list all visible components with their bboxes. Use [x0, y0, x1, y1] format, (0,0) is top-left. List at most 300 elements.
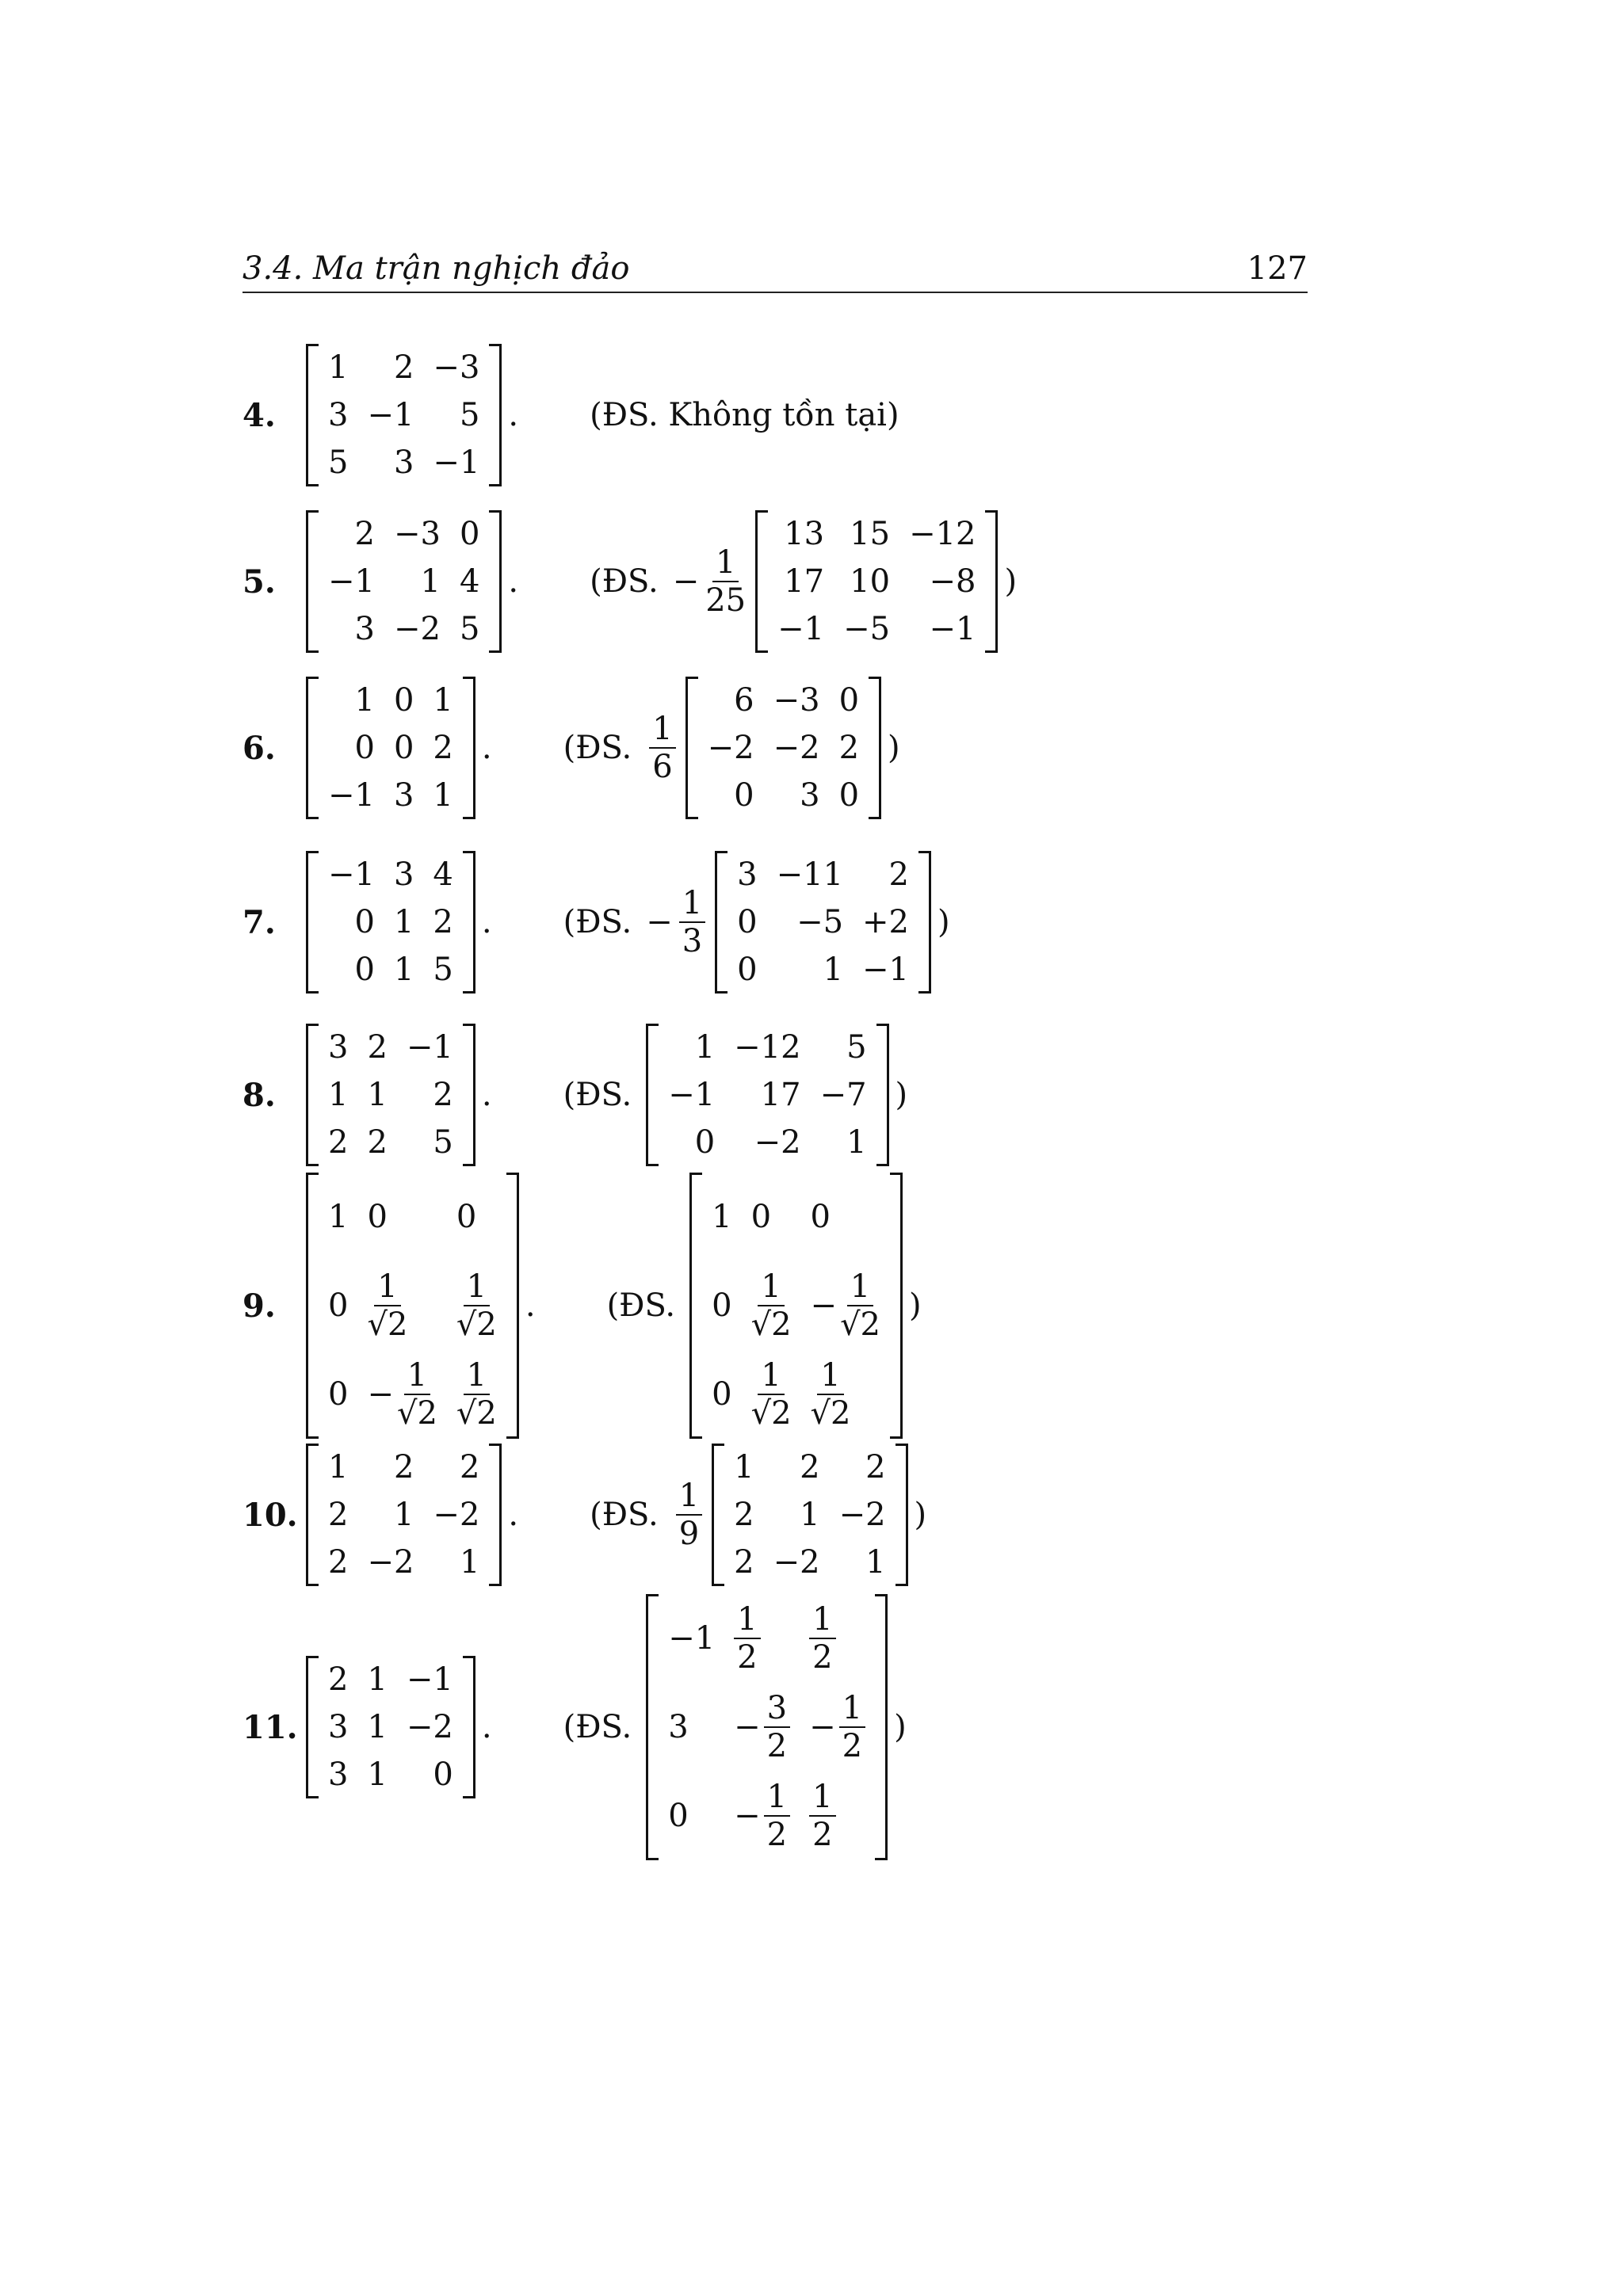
- matrix-cell: 1: [420, 563, 441, 600]
- matrix-cell: 2: [838, 730, 860, 766]
- matrix-cell: 5: [846, 1029, 867, 1066]
- matrix-cell: −3: [773, 682, 820, 719]
- matrix-cell: −2: [707, 730, 754, 766]
- question-matrix: [306, 677, 475, 819]
- matrix-row: [768, 510, 985, 558]
- matrix-cell: 1: [694, 1029, 716, 1066]
- matrix-cell: 0: [354, 952, 375, 988]
- matrix-cell: 1: [459, 1544, 480, 1581]
- matrix-cell: [724, 1772, 800, 1860]
- matrix-cell: 2: [865, 1449, 886, 1486]
- question-matrix: [306, 1444, 502, 1586]
- matrix-cell: −3: [393, 516, 441, 552]
- question-matrix: [306, 510, 502, 653]
- answer-label: (ĐS.: [590, 563, 659, 600]
- minus-sign: −: [367, 1376, 394, 1413]
- matrix-cell: 3: [668, 1709, 689, 1745]
- matrix-row: [319, 724, 463, 772]
- answer-label: (ĐS.: [590, 1497, 659, 1533]
- matrix-cell: 3: [328, 1709, 349, 1745]
- fraction-numerator: 1: [464, 1270, 490, 1306]
- matrix-cell: −2: [433, 1497, 480, 1533]
- answer-label: (ĐS.: [606, 1287, 676, 1324]
- matrix-row: [319, 1119, 463, 1166]
- fraction: [809, 1780, 835, 1852]
- matrix-table: [319, 1024, 463, 1166]
- matrix-row: [319, 1024, 463, 1071]
- matrix-cell: 1: [367, 1709, 388, 1745]
- matrix-row: [727, 851, 918, 898]
- matrix-cell: −2: [773, 730, 820, 766]
- minus-sign: −: [734, 1798, 761, 1834]
- matrix-cell: −7: [819, 1077, 867, 1113]
- matrix-cell: 1: [800, 1497, 820, 1533]
- matrix-row: [698, 724, 869, 772]
- fraction-denominator: 2: [766, 1817, 788, 1853]
- matrix-cell: −1: [433, 444, 480, 481]
- matrix-row: [659, 1024, 876, 1071]
- exercise-number: 8.: [242, 1076, 276, 1114]
- fraction: [840, 1270, 880, 1341]
- matrix-cell: 1: [393, 952, 414, 988]
- left-bracket: [715, 851, 727, 994]
- answer-matrix: [755, 510, 998, 653]
- matrix-row: [724, 1491, 895, 1539]
- matrix-cell: 3: [393, 856, 414, 893]
- answer: (ĐS. Không tồn tại): [590, 397, 899, 433]
- matrix-cell: 1: [393, 904, 414, 940]
- matrix-table: [698, 677, 869, 819]
- matrix-row: [319, 558, 489, 605]
- matrix-row: [319, 344, 489, 391]
- left-bracket: [755, 510, 768, 653]
- answer-label: (ĐS.: [563, 904, 632, 940]
- left-bracket: [306, 851, 319, 994]
- matrix-cell: [742, 1350, 801, 1439]
- matrix-cell: 1: [328, 1449, 349, 1486]
- matrix-table: [319, 510, 489, 653]
- fraction-denominator: 2: [812, 1817, 833, 1853]
- right-bracket: [463, 677, 475, 819]
- matrix-cell: 2: [459, 1449, 480, 1486]
- matrix-cell: −1: [406, 1661, 453, 1698]
- matrix-cell: 5: [459, 397, 480, 433]
- matrix-row: [319, 772, 463, 819]
- answer: [563, 1594, 907, 1860]
- matrix-cell: 0: [737, 952, 758, 988]
- matrix-row: [319, 1071, 463, 1119]
- matrix-cell: −2: [838, 1497, 886, 1533]
- matrix-cell: +2: [862, 904, 909, 940]
- matrix-row: [698, 677, 869, 724]
- matrix-cell: −8: [929, 563, 976, 600]
- matrix-cell: [447, 1261, 506, 1350]
- matrix-row: [319, 1173, 506, 1261]
- fraction-numerator: 1: [464, 1359, 490, 1395]
- matrix-cell: 0: [459, 516, 480, 552]
- fraction-denominator: 2: [766, 1728, 788, 1764]
- answer: [590, 1444, 926, 1586]
- matrix-cell: −1: [777, 611, 825, 647]
- matrix-row: [727, 946, 918, 994]
- answer-label: (ĐS.: [563, 1709, 632, 1745]
- fraction: [456, 1359, 497, 1430]
- matrix-cell: 0: [694, 1124, 716, 1161]
- matrix-row: [659, 1772, 875, 1860]
- fraction-numerator: 1: [847, 1270, 873, 1306]
- matrix-cell: 2: [328, 1661, 349, 1698]
- fraction: [839, 1691, 865, 1763]
- matrix-cell: −1: [367, 397, 414, 433]
- matrix-cell: 2: [354, 516, 375, 552]
- matrix-cell: 1: [712, 1199, 732, 1235]
- left-bracket: [306, 677, 319, 819]
- matrix-row: [319, 1656, 463, 1703]
- closing-paren: ): [894, 1709, 907, 1745]
- matrix-row: [319, 1751, 463, 1798]
- period: .: [508, 1497, 519, 1533]
- fraction-denominator: √2: [840, 1306, 880, 1343]
- fraction-numerator: 1: [649, 712, 675, 749]
- fraction-denominator: √2: [456, 1395, 497, 1432]
- closing-paren: ): [888, 730, 900, 766]
- fraction: [751, 1270, 792, 1341]
- matrix-cell: −1: [328, 777, 375, 814]
- section-title: 3.4. Ma trận nghịch đảo: [242, 250, 630, 287]
- period: .: [481, 904, 492, 940]
- matrix-cell: −2: [754, 1124, 801, 1161]
- minus-sign: −: [810, 1287, 838, 1324]
- exercise-number: 9.: [242, 1287, 276, 1325]
- matrix-cell: 0: [668, 1798, 689, 1834]
- matrix-cell: 3: [354, 611, 375, 647]
- question-matrix: [306, 1656, 475, 1798]
- matrix-row: [319, 851, 463, 898]
- matrix-row: [768, 558, 985, 605]
- matrix-cell: 2: [328, 1497, 349, 1533]
- matrix-cell: [801, 1261, 890, 1350]
- answer: [563, 851, 950, 994]
- matrix-cell: 0: [328, 1376, 349, 1413]
- right-bracket: [869, 677, 881, 819]
- matrix-row: [724, 1539, 895, 1586]
- fraction-numerator: 1: [679, 887, 705, 923]
- matrix-cell: 1: [328, 349, 349, 386]
- matrix-cell: −1: [929, 611, 976, 647]
- matrix-row: [319, 1444, 489, 1491]
- matrix-cell: 2: [800, 1449, 820, 1486]
- fraction-numerator: 1: [712, 546, 739, 582]
- fraction-denominator: 3: [682, 923, 703, 959]
- matrix-cell: 0: [838, 682, 860, 719]
- matrix-cell: 17: [784, 563, 825, 600]
- matrix-cell: −2: [406, 1709, 453, 1745]
- fraction-numerator: 1: [839, 1691, 865, 1728]
- answer: [563, 677, 900, 819]
- matrix-cell: [724, 1594, 800, 1683]
- fraction: [809, 1603, 835, 1674]
- minus-sign: −: [734, 1709, 761, 1745]
- matrix-cell: −3: [433, 349, 480, 386]
- matrix-cell: 1: [865, 1544, 886, 1581]
- fraction: [764, 1691, 790, 1763]
- matrix-cell: 1: [846, 1124, 867, 1161]
- matrix-cell: 0: [737, 904, 758, 940]
- matrix-cell: 2: [433, 904, 453, 940]
- matrix-cell: 5: [328, 444, 349, 481]
- fraction-denominator: √2: [456, 1306, 497, 1343]
- fraction-numerator: 1: [374, 1270, 400, 1306]
- matrix-cell: −5: [796, 904, 844, 940]
- exercise-number: 6.: [242, 729, 276, 767]
- matrix-cell: 1: [354, 682, 375, 719]
- answer-matrix: [646, 1594, 888, 1860]
- matrix-cell: −1: [406, 1029, 453, 1066]
- matrix-row: [698, 772, 869, 819]
- matrix-cell: 3: [393, 777, 414, 814]
- fraction: [734, 1603, 760, 1674]
- answer: [607, 1173, 922, 1439]
- right-bracket: [463, 1656, 475, 1798]
- right-bracket: [875, 1594, 888, 1860]
- exercise-number: 11.: [242, 1708, 298, 1746]
- closing-paren: ): [914, 1497, 927, 1533]
- matrix-cell: [800, 1772, 875, 1860]
- fraction-numerator: 1: [404, 1359, 430, 1395]
- exercise-item: [242, 1173, 922, 1439]
- matrix-row: [319, 1703, 463, 1751]
- fraction-denominator: √2: [810, 1395, 851, 1432]
- matrix-row: [727, 898, 918, 946]
- matrix-cell: [742, 1261, 801, 1350]
- matrix-cell: 2: [393, 349, 414, 386]
- matrix-cell: 15: [850, 516, 891, 552]
- fraction: [811, 1359, 851, 1430]
- matrix-row: [319, 439, 489, 486]
- matrix-cell: 3: [328, 1029, 349, 1066]
- fraction-denominator: √2: [367, 1306, 408, 1343]
- right-bracket: [985, 510, 998, 653]
- matrix-cell: 4: [459, 563, 480, 600]
- matrix-row: [319, 1491, 489, 1539]
- fraction-numerator: 1: [817, 1359, 843, 1395]
- matrix-cell: 0: [393, 682, 414, 719]
- matrix-cell: 1: [433, 777, 453, 814]
- matrix-table: [319, 1173, 506, 1439]
- answer: [563, 1024, 908, 1166]
- matrix-cell: 0: [712, 1376, 732, 1413]
- fraction-denominator: 2: [737, 1639, 758, 1676]
- exercise-item: [242, 1024, 907, 1166]
- fraction-numerator: 1: [809, 1603, 835, 1639]
- fraction-numerator: 1: [676, 1479, 702, 1516]
- matrix-cell: −1: [668, 1077, 716, 1113]
- fraction-denominator: √2: [750, 1395, 792, 1432]
- matrix-cell: 2: [328, 1124, 349, 1161]
- fraction-denominator: 6: [652, 749, 673, 785]
- matrix-cell: [800, 1683, 875, 1772]
- answer-matrix: [685, 677, 881, 819]
- exercise-item: [242, 1444, 926, 1586]
- left-bracket: [712, 1444, 724, 1586]
- matrix-cell: 2: [328, 1544, 349, 1581]
- matrix-row: [319, 510, 489, 558]
- matrix-cell: 1: [393, 1497, 414, 1533]
- matrix-cell: 3: [328, 1756, 349, 1793]
- exercise-item: [242, 344, 899, 486]
- matrix-cell: −2: [393, 611, 441, 647]
- fraction: [764, 1780, 790, 1852]
- coefficient-fraction: [676, 1479, 702, 1550]
- exercise-number: 4.: [242, 396, 276, 434]
- matrix-row: [702, 1350, 890, 1439]
- period: .: [508, 397, 519, 433]
- answer-matrix: [646, 1024, 888, 1166]
- answer-label: (ĐS.: [563, 1077, 632, 1113]
- matrix-cell: 1: [367, 1756, 388, 1793]
- matrix-cell: 0: [734, 777, 754, 814]
- matrix-table: [319, 344, 489, 486]
- left-bracket: [646, 1594, 659, 1860]
- right-bracket: [463, 851, 475, 994]
- matrix-cell: 1: [367, 1077, 388, 1113]
- fraction-denominator: 9: [678, 1516, 700, 1552]
- matrix-cell: 0: [750, 1199, 772, 1235]
- period: .: [525, 1287, 536, 1324]
- closing-paren: ): [1004, 563, 1018, 600]
- question-matrix: [306, 1173, 519, 1439]
- right-bracket: [896, 1444, 908, 1586]
- matrix-cell: 10: [850, 563, 891, 600]
- left-bracket: [689, 1173, 702, 1439]
- right-bracket: [876, 1024, 889, 1166]
- question-matrix: [306, 1024, 475, 1166]
- matrix-row: [319, 1539, 489, 1586]
- fraction-numerator: 3: [764, 1691, 790, 1728]
- matrix-cell: 1: [433, 682, 453, 719]
- matrix-cell: 2: [433, 1077, 453, 1113]
- left-bracket: [306, 1024, 319, 1166]
- left-bracket: [306, 1656, 319, 1798]
- fraction: [397, 1359, 437, 1430]
- fraction-numerator: 1: [809, 1780, 835, 1817]
- fraction-denominator: 2: [812, 1639, 833, 1676]
- left-bracket: [306, 1444, 319, 1586]
- exercise-item: [242, 1594, 907, 1860]
- matrix-cell: −1: [862, 952, 909, 988]
- matrix-cell: 2: [433, 730, 453, 766]
- matrix-cell: 0: [810, 1199, 831, 1235]
- matrix-cell: 2: [367, 1029, 388, 1066]
- matrix-cell: −1: [668, 1620, 716, 1657]
- left-bracket: [306, 344, 319, 486]
- exercise-number: 7.: [242, 903, 276, 941]
- matrix-cell: 2: [393, 1449, 414, 1486]
- right-bracket: [463, 1024, 475, 1166]
- fraction-numerator: 1: [734, 1603, 760, 1639]
- exercise-number: 10.: [242, 1496, 298, 1534]
- matrix-cell: [801, 1350, 890, 1439]
- matrix-cell: 4: [433, 856, 453, 893]
- matrix-cell: 0: [328, 1287, 349, 1324]
- matrix-cell: 3: [800, 777, 820, 814]
- matrix-cell: [724, 1683, 800, 1772]
- matrix-cell: [800, 1594, 875, 1683]
- matrix-row: [319, 1261, 506, 1350]
- left-bracket: [306, 510, 319, 653]
- matrix-cell: 1: [328, 1077, 349, 1113]
- matrix-cell: −5: [843, 611, 891, 647]
- matrix-row: [319, 946, 463, 994]
- closing-paren: ): [938, 904, 950, 940]
- matrix-table: [727, 851, 918, 994]
- matrix-cell: 2: [367, 1124, 388, 1161]
- left-bracket: [306, 1173, 319, 1439]
- matrix-cell: −12: [734, 1029, 801, 1066]
- coefficient-fraction: [705, 546, 746, 617]
- matrix-table: [702, 1173, 890, 1439]
- matrix-cell: 5: [433, 1124, 453, 1161]
- matrix-row: [768, 605, 985, 653]
- matrix-cell: 1: [367, 1661, 388, 1698]
- matrix-cell: −11: [776, 856, 844, 893]
- right-bracket: [890, 1173, 903, 1439]
- matrix-table: [319, 1444, 489, 1586]
- matrix-cell: 2: [734, 1497, 754, 1533]
- right-bracket: [489, 1444, 502, 1586]
- matrix-row: [724, 1444, 895, 1491]
- answer: [590, 510, 1017, 653]
- matrix-cell: 5: [433, 952, 453, 988]
- fraction-denominator: 2: [842, 1728, 863, 1764]
- matrix-cell: 13: [784, 516, 825, 552]
- matrix-cell: −1: [328, 856, 375, 893]
- answer-label: (ĐS.: [563, 730, 632, 766]
- closing-paren: ): [909, 1287, 922, 1324]
- matrix-cell: 2: [888, 856, 909, 893]
- matrix-cell: 0: [433, 1756, 453, 1793]
- exercise-item: [242, 677, 900, 819]
- matrix-table: [319, 677, 463, 819]
- question-matrix: [306, 851, 475, 994]
- right-bracket: [506, 1173, 519, 1439]
- period: .: [481, 1709, 492, 1745]
- fraction: [456, 1270, 497, 1341]
- fraction-numerator: 1: [764, 1780, 790, 1817]
- minus-sign: −: [809, 1709, 836, 1745]
- answer-matrix: [689, 1173, 903, 1439]
- matrix-cell: 0: [354, 904, 375, 940]
- question-matrix: [306, 344, 502, 486]
- coefficient-sign: −: [646, 904, 673, 940]
- left-bracket: [685, 677, 698, 819]
- matrix-cell: 0: [712, 1287, 732, 1324]
- answer-matrix: [712, 1444, 907, 1586]
- matrix-cell: 5: [459, 611, 480, 647]
- matrix-cell: 0: [354, 730, 375, 766]
- page-header: [242, 247, 1308, 293]
- matrix-row: [319, 1350, 506, 1439]
- matrix-table: [319, 851, 463, 994]
- period: .: [508, 563, 519, 600]
- matrix-cell: 0: [456, 1199, 477, 1235]
- exercise-item: [242, 510, 1017, 653]
- matrix-row: [659, 1594, 875, 1683]
- matrix-table: [724, 1444, 895, 1586]
- matrix-cell: 0: [393, 730, 414, 766]
- matrix-row: [319, 391, 489, 439]
- coefficient-fraction: [679, 887, 705, 958]
